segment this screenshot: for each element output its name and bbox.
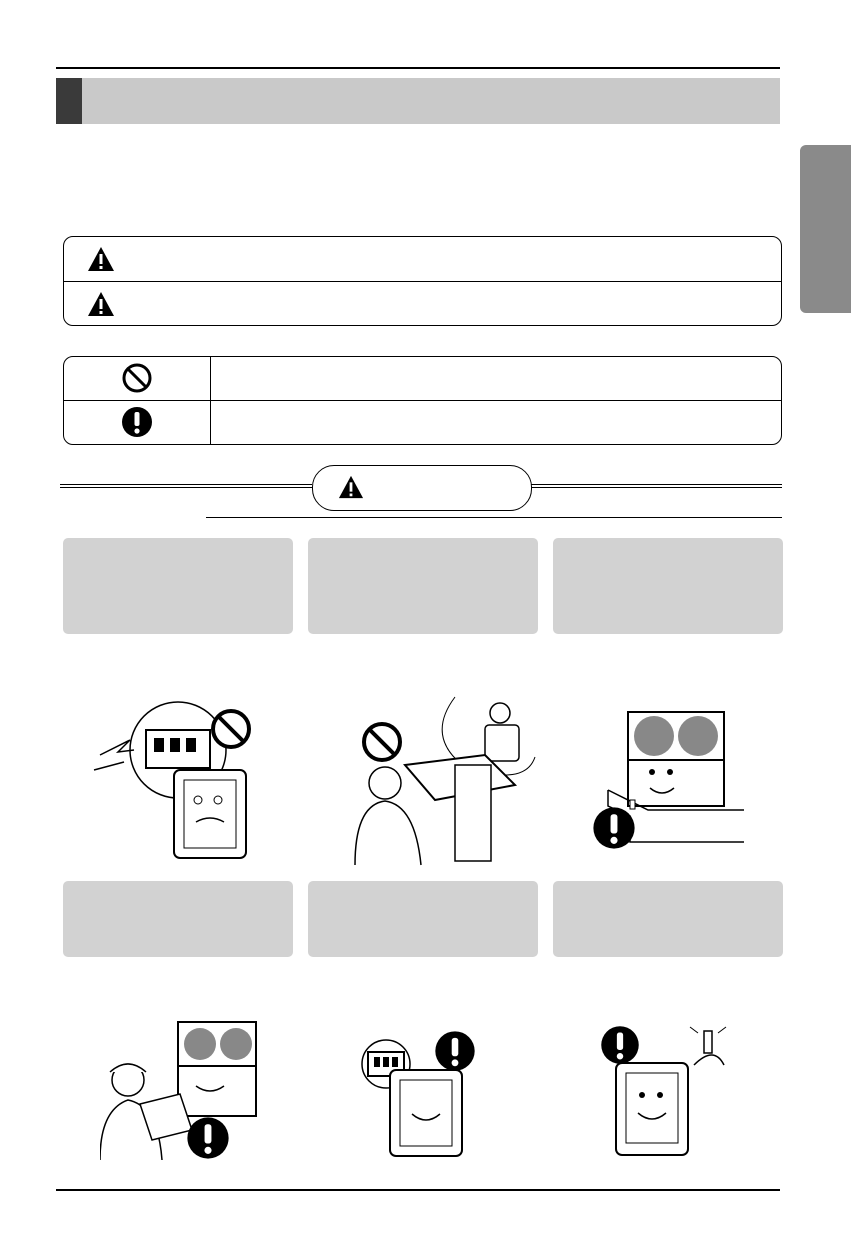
marks-legend-box [63,356,782,445]
title-tab-marker [56,78,82,124]
exclamation-circle-icon [121,406,153,438]
warning-triangle-icon [86,245,116,273]
caution-triangle-icon [86,290,116,318]
illustration-unauthorized-installation [345,695,545,873]
prohibited-circle-icon [361,721,403,763]
exclamation-circle-icon [600,1025,640,1065]
symbol-legend-box [63,236,782,326]
instruction-card [308,881,538,957]
exclamation-circle-icon [592,806,636,850]
instruction-card [63,538,293,634]
warning-triangle-icon [337,474,365,500]
exclamation-circle-icon [186,1116,230,1160]
instruction-card [63,881,293,957]
instruction-card [308,538,538,634]
section-rule-left [60,484,312,488]
exclamation-circle-icon [434,1030,476,1072]
section-title-bar [56,78,780,124]
prohibited-legend-row [64,357,781,400]
side-chapter-tab [800,145,851,313]
illustration-outlet-overload [90,700,280,865]
prohibited-icon-cell [64,357,211,400]
caution-legend-row [64,281,781,326]
section-rule-right [530,484,782,488]
section-heading-pill [312,465,532,511]
instruction-card [553,538,783,634]
illustration-firm-foundation [590,710,750,860]
illustration-correct-fuse [598,1025,738,1160]
mandatory-icon-cell [64,401,211,444]
mandatory-legend-row [64,400,781,444]
illustration-read-manual [100,1020,260,1162]
instruction-card [553,881,783,957]
illustration-dedicated-circuit [360,1030,510,1160]
top-rule [56,67,780,69]
section-underline [206,517,782,518]
warning-legend-row [64,237,781,281]
prohibited-circle-icon [210,708,252,750]
prohibited-circle-icon [121,362,153,394]
bottom-rule [56,1189,780,1191]
